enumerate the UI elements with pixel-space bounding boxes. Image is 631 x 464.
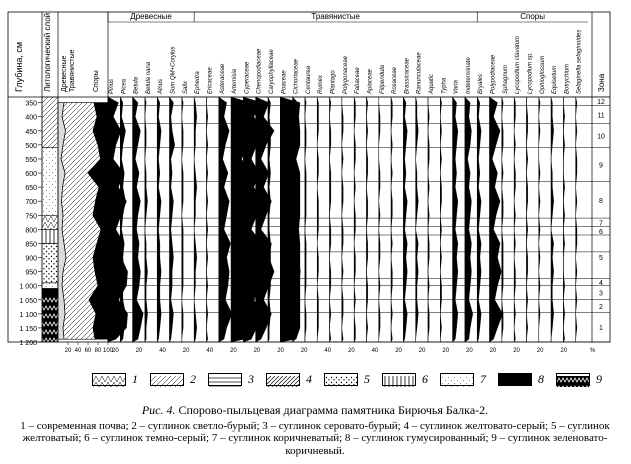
- taxon-axis-tick-label: 20: [348, 348, 355, 354]
- taxon-profile: [379, 97, 380, 342]
- taxon-label: Apiaceae: [367, 68, 374, 94]
- taxon-label: Aquatic: [429, 73, 435, 94]
- taxon-profile: [563, 97, 564, 342]
- depth-axis-label: Глубина, см: [14, 41, 24, 92]
- taxon-profile: [133, 97, 144, 342]
- taxon-label: Polygonaceae: [342, 55, 349, 94]
- depth-tick-label: 450: [25, 128, 37, 136]
- depth-tick-label: 950: [25, 269, 37, 277]
- taxon-axis-tick-label: 20: [182, 348, 190, 354]
- legend-swatch-8: [498, 373, 532, 386]
- legend-label-9: 9: [596, 372, 602, 386]
- taxon-axis-tick-label: 20: [300, 348, 308, 354]
- legend-label-4: 4: [306, 372, 312, 386]
- taxon-axis-tick-label: 20: [395, 348, 402, 354]
- taxon-label: Indeterminate: [465, 57, 472, 94]
- caption-title-text: Спорово-пыльцевая диаграмма памятника Бирючья Балка-2.: [178, 403, 489, 417]
- legend-label-5: 5: [364, 372, 370, 386]
- taxon-profile: [453, 97, 458, 342]
- lithology-column: [42, 13, 58, 342]
- caption-figure-number: Рис. 4.: [141, 403, 176, 417]
- summary-tick-label: 20: [64, 348, 72, 354]
- taxon-profile: [207, 97, 208, 342]
- taxon-profile: [477, 97, 481, 342]
- taxon-axis-tick-label: 40: [159, 348, 166, 354]
- taxon-profile: [576, 97, 577, 342]
- taxon-axis-tick-label: 20: [253, 348, 261, 354]
- taxon-profile: [182, 97, 183, 342]
- taxon-profile: [317, 97, 318, 342]
- legend-swatch-9: [556, 373, 590, 386]
- summary-label-herbs: Травянистые: [69, 49, 76, 92]
- taxon-axis-tick-label: 20: [513, 348, 520, 354]
- depth-tick-label: 800: [25, 227, 37, 235]
- taxon-profile: [219, 97, 232, 342]
- caption-title: [20, 404, 610, 417]
- depth-tick-label: 700: [25, 199, 37, 207]
- taxon-profile: [342, 97, 343, 342]
- taxon-label: Pinus: [109, 78, 115, 94]
- summary-tick-label: 40: [74, 348, 82, 354]
- taxon-profile: [551, 97, 554, 342]
- summary-tick-label: 60: [84, 348, 92, 354]
- zone-label: 1: [599, 325, 603, 333]
- taxon-axis-tick-label: 20: [112, 348, 119, 354]
- taxon-profile: [502, 97, 503, 342]
- taxa-profiles: [108, 30, 596, 354]
- taxon-label: Asteraceae: [219, 63, 226, 94]
- depth-tick-label: 850: [25, 241, 37, 249]
- depth-tick-label: 1 050: [19, 297, 37, 305]
- taxon-label: Ranunculaceae: [416, 52, 423, 94]
- depth-tick-label: 1 000: [19, 283, 37, 291]
- depth-tick-label: 1 150: [19, 325, 37, 333]
- taxon-profile: [527, 97, 528, 342]
- taxon-label: Rumex: [318, 74, 325, 94]
- lithology-legend: [92, 371, 612, 393]
- depth-tick-label: 1 200: [19, 340, 37, 347]
- taxon-axis-tick-label: 20: [489, 348, 497, 354]
- taxon-profile: [354, 97, 355, 342]
- lithology-label: Литологический слой: [43, 12, 52, 92]
- depth-tick-label: 550: [25, 156, 37, 164]
- taxon-profile: [391, 97, 392, 342]
- zone-label: 6: [599, 228, 603, 236]
- taxon-profile: [416, 97, 419, 342]
- taxon-axis-tick-label: 20: [536, 348, 544, 354]
- lithology-layer: [42, 229, 58, 243]
- taxon-label: Betula nana: [145, 61, 152, 94]
- taxon-label: Alnus: [158, 78, 165, 94]
- zone-label: 9: [599, 162, 603, 170]
- summary-label-spores: Споры: [93, 70, 100, 92]
- summary-tick-label: 100: [102, 348, 114, 354]
- taxon-axis-tick-label: 20: [277, 348, 284, 354]
- depth-tick-label: 500: [25, 142, 37, 150]
- taxon-label: Fabaceae: [355, 67, 362, 94]
- taxon-label: Filipendula: [379, 64, 386, 94]
- taxon-profile: [305, 97, 306, 342]
- taxon-profile: [145, 97, 148, 342]
- taxon-axis-tick-label: 20: [135, 348, 143, 354]
- taxon-profile: [330, 97, 331, 342]
- taxon-axis-tick-label: 40: [371, 348, 379, 354]
- taxon-profile: [120, 97, 125, 342]
- group-headers: [108, 12, 588, 22]
- legend-swatch-5: [324, 373, 358, 386]
- taxon-axis-tick-label: 20: [230, 348, 237, 354]
- zone-axis-label: Зона: [597, 73, 606, 92]
- zone-label: 3: [599, 290, 603, 298]
- taxon-label: Ephedra: [195, 71, 202, 94]
- taxon-axis-tick-label: 20: [418, 348, 426, 354]
- zone-column: [108, 73, 610, 342]
- zone-label: 7: [599, 220, 603, 228]
- taxon-profile: [465, 97, 473, 342]
- taxon-label: Artemisia: [232, 68, 239, 94]
- legend-label-2: 2: [190, 372, 196, 386]
- caption-legend-text: 1 – современная почва; 2 – суглинок светло-бурый; 3 – суглинок серовато-бурый; 4 – суглинок желтовато-серый; 5 – суглинок желтоватый; 6 – суглинок темно-серый; 7 – суглинок коричневатый; 8 – суглинок гумусированный; 9 – суглинок зеленовато-коричневый.: [20, 419, 610, 457]
- taxon-label: Plantago: [330, 70, 337, 94]
- taxon-label: Ericaceae: [207, 67, 214, 94]
- legend-label-3: 3: [248, 372, 254, 386]
- zone-label: 10: [597, 133, 605, 141]
- zone-label: 12: [597, 99, 605, 107]
- zone-label: 2: [599, 304, 603, 312]
- lithology-layer: [42, 243, 58, 282]
- taxon-label: Ophioglossum: [539, 55, 546, 94]
- depth-tick-label: 400: [25, 114, 37, 122]
- zone-label: 4: [599, 280, 603, 288]
- taxon-profile: [428, 97, 429, 342]
- taxon-label: Salix: [182, 80, 189, 94]
- legend-swatch-3: [208, 373, 242, 386]
- legend-swatch-6: [382, 373, 416, 386]
- lithology-layer: [42, 215, 58, 229]
- taxon-label: Botrychium: [564, 63, 571, 94]
- taxon-label: Typha: [441, 77, 448, 94]
- zone-label: 8: [599, 197, 603, 205]
- legend-label-6: 6: [422, 372, 428, 386]
- zone-label: 5: [599, 254, 603, 262]
- taxon-label: Varia: [453, 80, 460, 94]
- taxon-profile: [403, 97, 407, 342]
- taxon-label: Centaurea: [305, 65, 312, 94]
- taxon-profile: [194, 97, 197, 342]
- taxon-profile: [170, 97, 175, 342]
- lithology-layer: [42, 283, 58, 289]
- taxon-axis-tick-label: 40: [206, 348, 214, 354]
- legend-swatch-2: [150, 373, 184, 386]
- lithology-layer: [42, 148, 58, 216]
- summary-diagram: [58, 49, 114, 354]
- depth-tick-label: 1 100: [19, 311, 37, 319]
- taxon-label: Betula: [133, 76, 140, 94]
- taxon-profile: [367, 97, 368, 342]
- figure-caption: [20, 404, 610, 457]
- taxon-label: Equisetum: [552, 65, 559, 94]
- taxon-axis-tick-label: 20: [466, 348, 473, 354]
- taxon-axis-tick-label: 20: [560, 348, 568, 354]
- depth-tick-label: 750: [25, 213, 37, 221]
- legend-label-7: 7: [480, 372, 486, 386]
- taxon-label: Brassicaceae: [404, 57, 411, 94]
- depth-tick-label: 650: [25, 185, 37, 193]
- taxon-axis-tick-label: 20: [442, 348, 450, 354]
- taxon-label: Cichoriaceae: [293, 58, 300, 94]
- summary-label-trees: Древесные: [61, 55, 68, 92]
- taxon-label: Lycopodium clavatum: [515, 36, 522, 94]
- depth-tick-label: 600: [25, 171, 37, 179]
- taxon-profile: [440, 97, 441, 342]
- summary-tick-label: 80: [94, 348, 102, 354]
- legend-label-1: 1: [132, 372, 138, 386]
- percent-label: %: [590, 348, 596, 354]
- taxon-profile: [490, 97, 503, 342]
- taxon-label: Sphagnum: [502, 64, 509, 94]
- taxon-label: Poaceae: [281, 70, 288, 94]
- taxon-label: Chenopodiaceae: [256, 48, 263, 94]
- legend-label-8: 8: [538, 372, 544, 386]
- taxon-label: Bryales: [478, 73, 485, 94]
- taxon-profile: [157, 97, 161, 342]
- taxon-profile: [514, 97, 515, 342]
- group-header-3: Споры: [520, 12, 545, 21]
- legend-swatch-7: [440, 373, 474, 386]
- depth-tick-label: 350: [25, 100, 37, 108]
- taxon-label: Polypodiaceae: [490, 54, 497, 94]
- taxon-profile: [539, 97, 540, 342]
- taxon-label: Selaginella selaginoides: [576, 29, 583, 94]
- group-header-1: Древесные: [130, 12, 172, 21]
- taxon-axis-tick-label: 40: [324, 348, 332, 354]
- taxon-label: Caryophyllaceae: [269, 49, 275, 94]
- lithology-layer: [42, 297, 58, 342]
- lithology-layer: [42, 97, 58, 148]
- taxon-profile: [256, 97, 275, 342]
- taxon-label: Rosaceae: [392, 66, 399, 94]
- taxon-label: Lycopodium sp.: [527, 52, 534, 94]
- taxon-label: Sum QM+Corylus: [170, 46, 177, 94]
- depth-axis: [14, 42, 42, 347]
- legend-swatch-4: [266, 373, 300, 386]
- zone-label: 11: [597, 112, 605, 120]
- taxon-label: Cyperaceae: [244, 61, 251, 94]
- depth-tick-label: 900: [25, 255, 37, 263]
- taxon-label: Picea: [121, 78, 128, 94]
- lithology-layer: [42, 288, 58, 296]
- taxon-profile: [268, 97, 271, 342]
- group-header-2: Травянистые: [311, 12, 360, 21]
- legend-swatch-1: [92, 373, 126, 386]
